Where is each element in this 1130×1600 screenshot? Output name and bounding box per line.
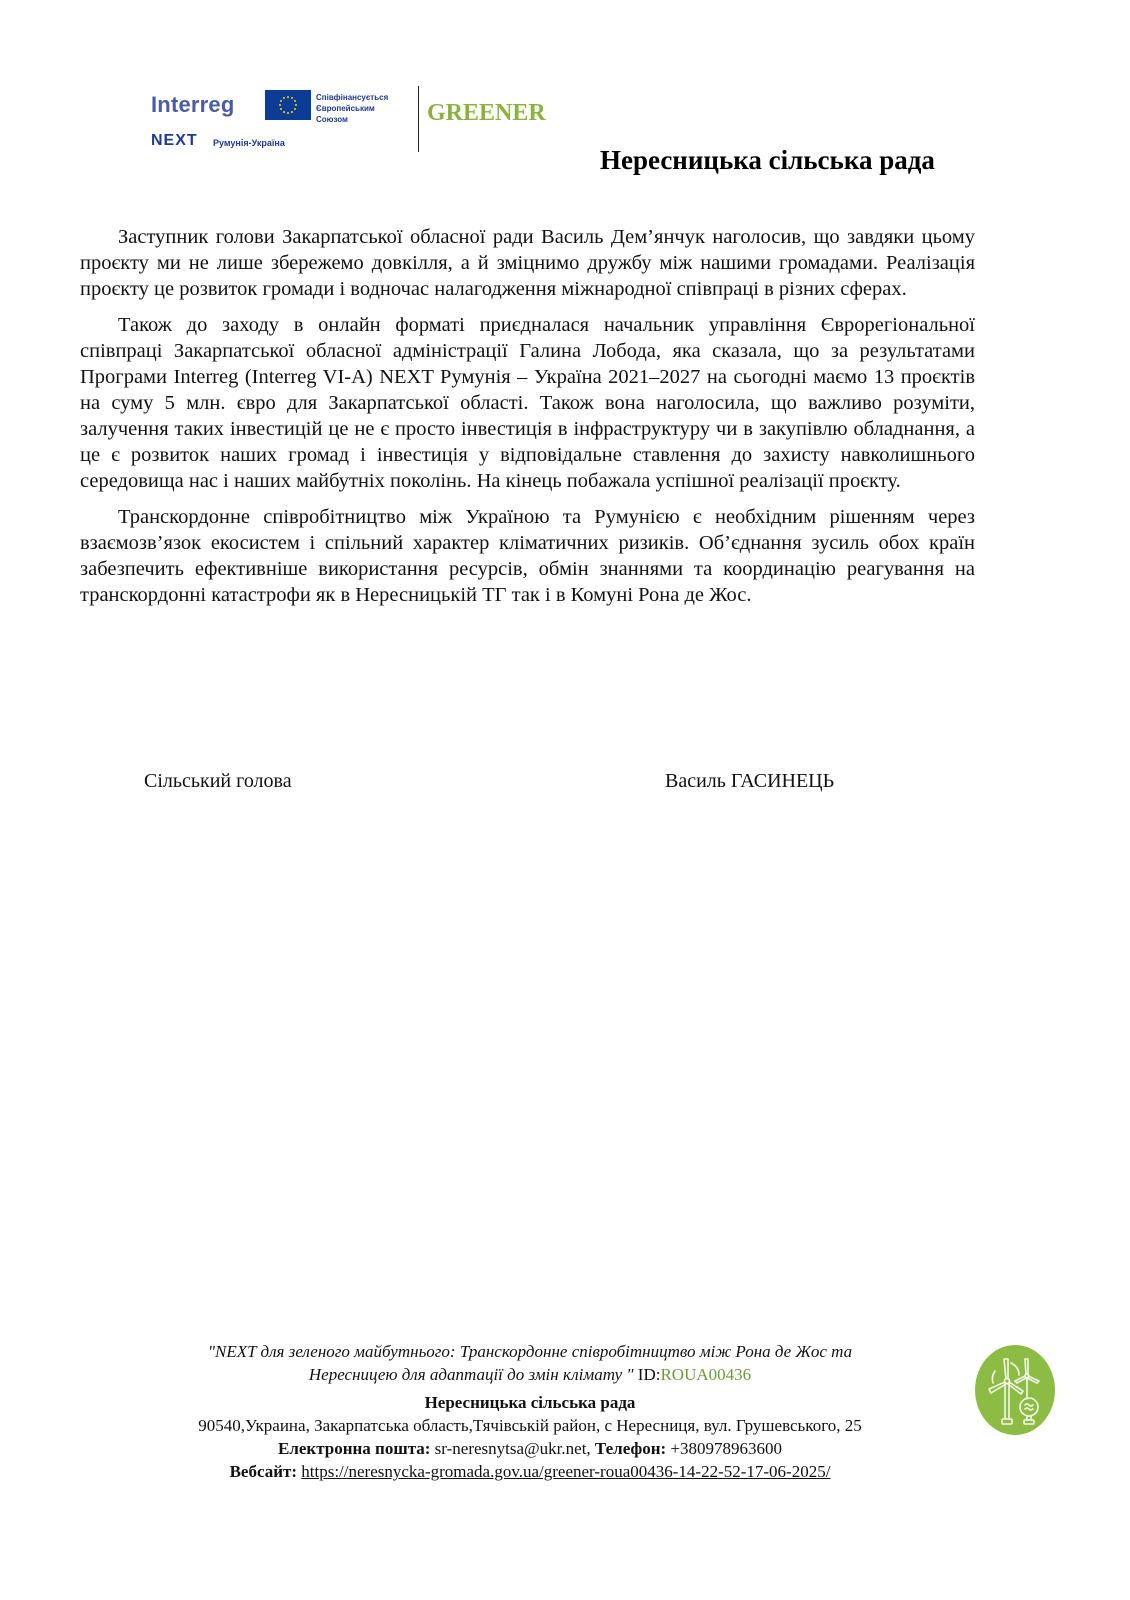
phone-label: Телефон:	[594, 1439, 667, 1458]
greener-logo: GREENER	[427, 100, 546, 126]
project-id-label: ID:	[637, 1365, 661, 1384]
paragraph: Транскордонне співробітництво між Україною та Румунією є необхідним рішенням через взаємозв’язок екосистем і спільний характер кліматичних ризиків. Об’єднання зусиль обох країн забезпечить ефективніше використання ресурсів, обмін знаннями та координацію реагування на транскордонні катастрофи як в Нересницькій ТГ так і в Комуні Рона де Жос.	[80, 506, 975, 606]
paragraph: Заступник голови Закарпатської обласної ради Василь Дем’янчук наголосив, що завдяки цьому проєкту ми не лише збережемо довкілля, а й зміцнимо дружбу між нашими громадами. Реалізація проєкту це розвиток громади і водночас налагодження міжнародної співпраці в різних сферах.	[80, 226, 975, 300]
footer-contacts: Електронна пошта: sr-neresnytsa@ukr.net, Телефон: +380978963600	[277, 1439, 783, 1458]
website-label: Вебсайт:	[229, 1462, 298, 1481]
email-value[interactable]: sr-neresnytsa@ukr.net	[434, 1439, 587, 1458]
document-body	[80, 224, 975, 618]
eu-flag-icon	[265, 90, 311, 120]
signature-name: Василь ГАСИНЕЦЬ	[665, 770, 835, 792]
project-title-line1: "NEXT для зеленого майбутнього: Транскордонне співробітництво між Рона де Жос та	[207, 1342, 853, 1361]
next-subtitle: Румунія-Україна	[213, 138, 285, 148]
signature-title: Сільський голова	[144, 770, 292, 792]
wind-turbine-icon	[975, 1345, 1055, 1435]
logo-divider	[418, 86, 419, 152]
next-logo: NEXT	[151, 132, 198, 149]
project-title-line2: Нересницею для адаптації до змін клімату "	[308, 1365, 634, 1384]
email-label: Електронна пошта:	[277, 1439, 431, 1458]
phone-value: +380978963600	[670, 1439, 783, 1458]
eu-cofunded-line: Союзом	[316, 115, 348, 124]
interreg-logo: Interreg	[151, 92, 235, 117]
project-title-row2	[140, 1363, 920, 1386]
footer	[140, 1340, 920, 1483]
eu-cofunded-line: Європейським	[316, 104, 375, 113]
project-id: ROUA00436	[660, 1365, 752, 1384]
footer-address: 90540,Украина, Закарпатська область,Тячівській район, с Нересниця, вул. Грушевського, 25	[198, 1416, 862, 1435]
footer-website	[140, 1460, 920, 1483]
paragraph: Також до заходу в онлайн форматі приєдналася начальник управління Єврорегіональної співпраці Закарпатської обласної адміністрації Галина Лобода, яка сказала, що за результатами Програми Interreg (Interreg VI-A) NEXT Румунія – Україна 2021–2027 на сьогодні маємо 13 проєктів на суму 5 млн. євро для Закарпатської області. Також вона наголосила, що важливо розуміти, залучення таких інвестицій це не є просто інвестиція в інфраструктуру чи в закупівлю обладнання, а це є розвиток наших громад і інвестиція у відповідальне ставлення до захисту навколишнього середовища нас і наших майбутніх поколінь. На кінець побажала успішної реалізації проєкту.	[80, 314, 975, 492]
eu-cofunded-text	[316, 92, 388, 125]
eu-cofunded-line: Співфінансується	[316, 93, 389, 102]
greener-badge	[975, 1345, 1055, 1435]
page-title: Нересницька сільська рада	[600, 145, 935, 175]
website-link[interactable]: https://neresnycka-gromada.gov.ua/greener-roua00436-14-22-52-17-06-2025/	[301, 1462, 831, 1481]
project-title	[140, 1340, 920, 1363]
footer-org-name: Нересницька сільська рада	[424, 1393, 636, 1412]
